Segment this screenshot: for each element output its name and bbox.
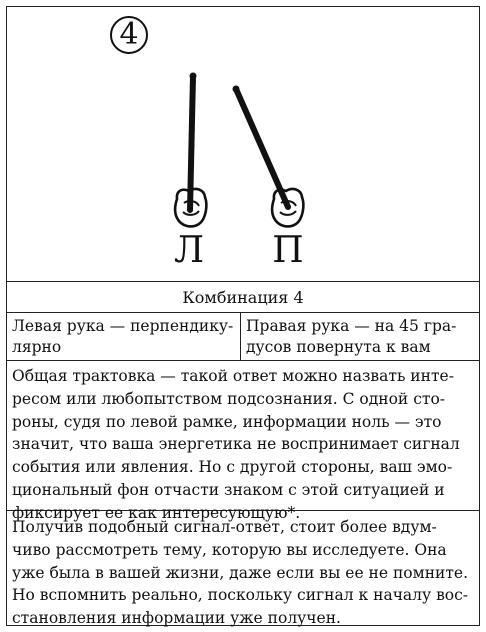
text-line: чиво рассмотреть тему, которую вы исследуете. Она xyxy=(12,540,447,559)
text-line: дусов повернута к вам xyxy=(246,338,431,356)
text-line: уже была в вашей жизни, даже если вы ее не помните. xyxy=(12,563,469,582)
text-line: фиксирует ее как интересующую*. xyxy=(12,503,301,522)
text-line: ресом или любопытством подсознания. С одной сто- xyxy=(12,389,446,408)
text-line: события или явления. Но с другой стороны, ваш эмо- xyxy=(12,458,453,477)
left-hand-label: Л xyxy=(173,230,205,271)
general-interpretation xyxy=(7,361,479,522)
text-line: роны, судя по левой рамке, информации ноль — это xyxy=(12,412,442,431)
combination-number: 4 xyxy=(119,17,139,52)
text-line: Правая рука — на 45 гра- xyxy=(246,317,457,335)
combination-caption xyxy=(7,282,479,313)
text-line: значит, что ваша энергетика не воспринимает сигнал xyxy=(12,435,460,454)
illustration xyxy=(7,7,479,282)
text-line: Но вспомнить реально, поскольку сигнал к началу вос- xyxy=(12,586,469,605)
advice-paragraph xyxy=(7,512,479,628)
right-hand-icon xyxy=(233,86,304,227)
left-hand-icon xyxy=(175,73,206,227)
combination-number-badge xyxy=(110,16,148,54)
right-hand-label: П xyxy=(272,230,304,271)
text-line: становления информации уже получен. xyxy=(12,609,341,628)
caption-text: Комбинация 4 xyxy=(182,287,304,307)
text-line: Левая рука — перпендику- xyxy=(12,317,234,335)
text-line: Общая трактовка — такой ответ можно назвать инте- xyxy=(12,367,454,385)
text-line: Получив подобный сигнал-ответ, стоит более вдум- xyxy=(12,518,437,536)
hands-description-row xyxy=(7,313,479,361)
left-hand-description xyxy=(7,313,241,360)
text-line: лярно xyxy=(12,338,62,356)
dowsing-frames-drawing xyxy=(7,7,479,281)
card xyxy=(6,6,480,626)
text-line: циональный фон отчасти знаком с этой ситуацией и xyxy=(12,480,445,499)
right-hand-description xyxy=(241,313,479,360)
